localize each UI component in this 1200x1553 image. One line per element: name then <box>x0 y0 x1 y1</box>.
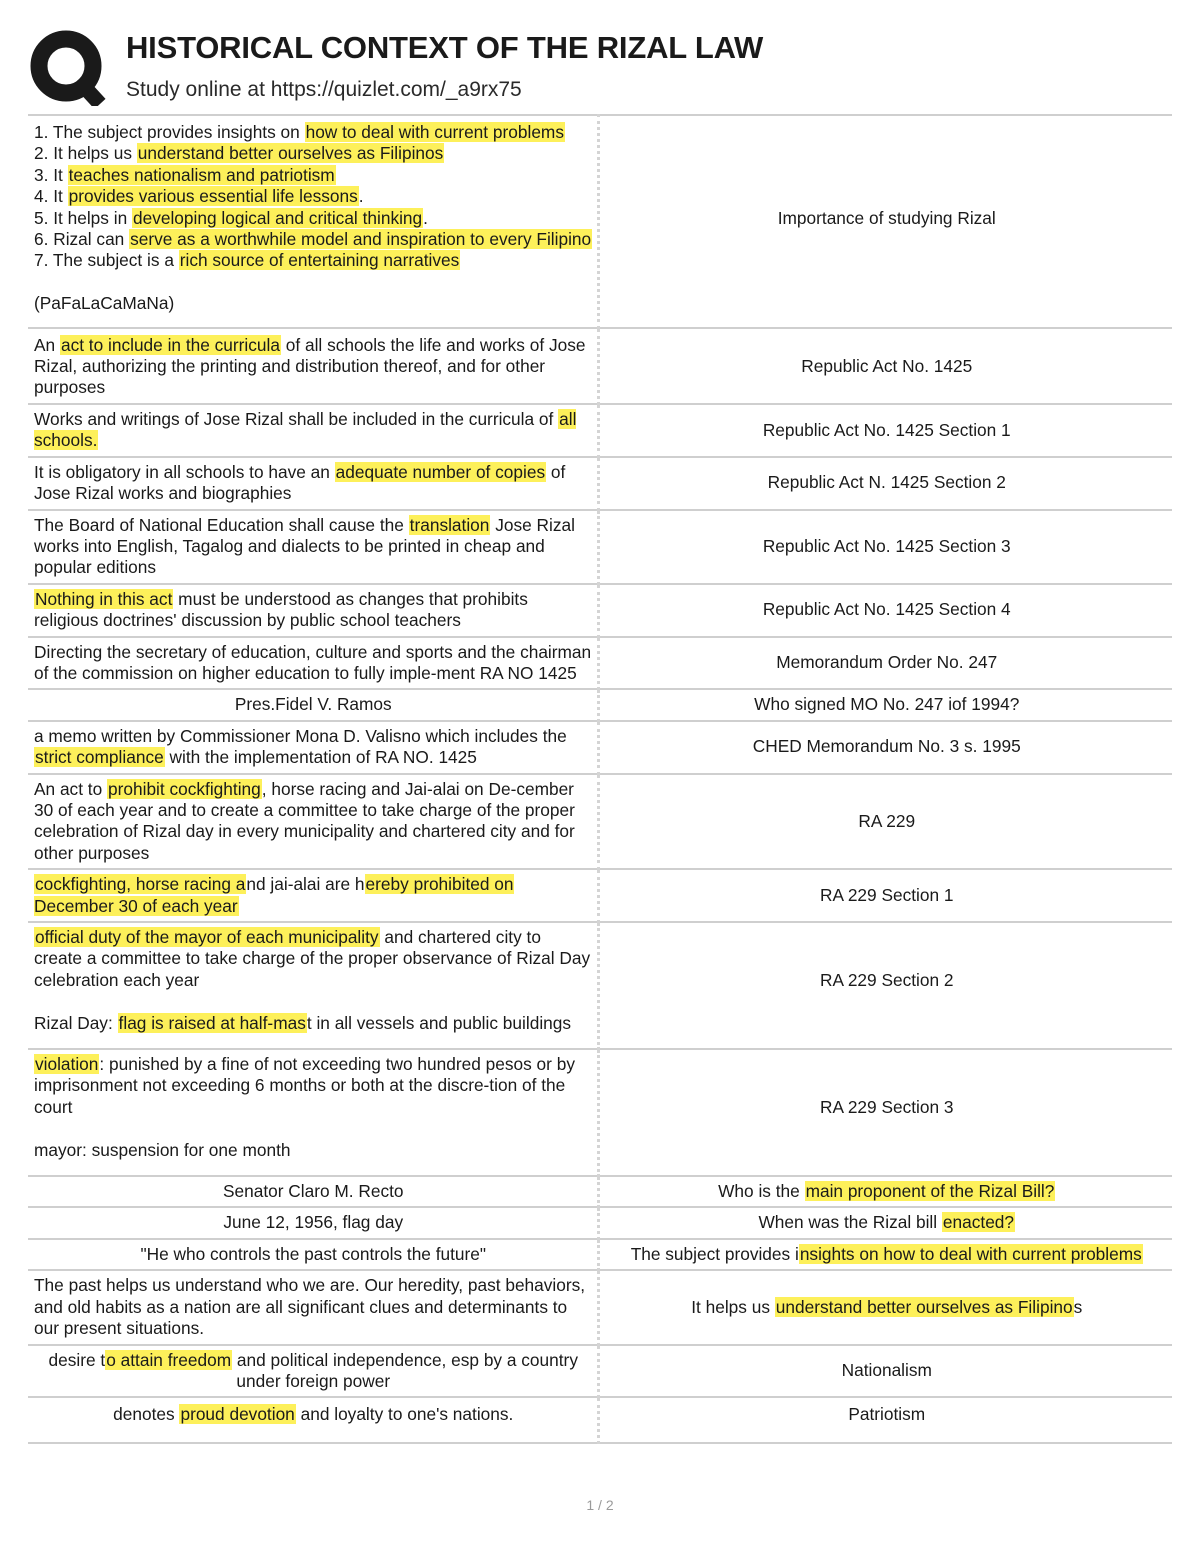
highlighted-text: enacted? <box>942 1212 1015 1233</box>
highlighted-text: ereby prohibited on December 30 of each year <box>34 874 514 916</box>
term-cell <box>28 584 598 637</box>
term-cell <box>28 510 598 584</box>
definition-cell <box>598 584 1172 637</box>
text-span: 4. It <box>34 186 68 207</box>
page-title: HISTORICAL CONTEXT OF THE RIZAL LAW <box>126 30 764 65</box>
text-line <box>34 1140 593 1161</box>
highlighted-text: understand better ourselves as Filipino <box>775 1296 1073 1317</box>
highlighted-text: Nothing in this act <box>35 588 173 609</box>
text-line <box>34 208 593 229</box>
text-line <box>34 293 593 314</box>
text-span: mayor: suspension for one month <box>34 1139 291 1160</box>
text-span: denotes <box>113 1404 180 1425</box>
text-line <box>606 885 1169 906</box>
text-line <box>34 1118 593 1139</box>
text-span: 2. It helps us <box>34 143 137 164</box>
text-span: of all schools the life and works of Jose Rizal, authorizing the printing and distribution thereof, and for other purposes <box>34 334 586 398</box>
text-span: The past helps us understand who we are. Our heredity, past behaviors, and old habits as a nation are all significant clues and determinants to our present situations. <box>34 1275 586 1339</box>
highlighted-text: adequate number of copies <box>335 461 546 482</box>
text-line <box>34 229 593 250</box>
flashcard-row <box>28 1397 1172 1442</box>
definition-cell <box>598 637 1172 690</box>
text-span: When was the Rizal bill <box>758 1212 942 1233</box>
definition-cell <box>598 922 1172 1049</box>
flashcard-row <box>28 1176 1172 1207</box>
text-line <box>34 1054 593 1118</box>
highlighted-text: all schools. <box>34 408 577 451</box>
text-span: Who is the <box>718 1181 805 1202</box>
highlighted-text: strict compliance <box>35 747 164 768</box>
study-online-link[interactable]: Study online at https://quizlet.com/_a9rx75 <box>126 78 522 101</box>
text-line <box>34 335 593 399</box>
text-span: Importance of studying Rizal <box>777 207 996 228</box>
flashcard-row <box>28 328 1172 404</box>
text-span: a memo written by Commissioner Mona D. Valisno which includes the <box>34 725 567 746</box>
text-line <box>34 779 593 865</box>
text-line <box>606 472 1169 493</box>
text-line <box>34 1404 593 1425</box>
text-span: Patriotism <box>848 1404 926 1425</box>
text-span: and loyalty to one's nations. <box>295 1404 514 1425</box>
text-span: Pres.Fidel V. Ramos <box>234 694 392 715</box>
highlighted-text: translation <box>409 514 490 535</box>
highlighted-text: how to deal with current problems <box>305 122 564 142</box>
text-span: desire t <box>48 1349 106 1370</box>
text-span: June 12, 1956, flag day <box>223 1212 404 1233</box>
definition-cell <box>598 689 1172 720</box>
text-span: Republic Act No. 1425 Section 3 <box>762 535 1011 556</box>
text-line <box>606 356 1169 377</box>
text-span: An <box>34 334 60 355</box>
text-line <box>606 1404 1169 1425</box>
text-line <box>606 1181 1169 1202</box>
text-line <box>34 1181 593 1202</box>
definition-cell <box>598 1270 1172 1344</box>
text-line <box>34 1244 593 1265</box>
flashcard-row <box>28 1207 1172 1238</box>
flashcard-row <box>28 774 1172 870</box>
text-line <box>606 1244 1169 1265</box>
highlighted-text: rich source of entertaining narratives <box>179 250 460 271</box>
text-line <box>34 694 593 715</box>
definition-cell <box>598 457 1172 510</box>
text-span: Senator Claro M. Recto <box>222 1181 404 1202</box>
term-cell <box>28 774 598 870</box>
flashcard-row <box>28 457 1172 510</box>
text-span: , horse racing and Jai-alai on De-cember 30 of each year and to create a committee to take charge of the proper celebration of Rizal day in every municipality and chartered city and for other purposes <box>34 778 575 863</box>
text-line <box>606 736 1169 757</box>
flashcard-row <box>28 510 1172 584</box>
text-line <box>34 1350 593 1393</box>
text-span: and political independence, esp by a country under foreign power <box>232 1349 578 1391</box>
text-line <box>606 970 1169 991</box>
flashcard-row <box>28 1239 1172 1270</box>
text-span: RA 229 <box>858 810 916 831</box>
term-cell <box>28 922 598 1049</box>
term-cell <box>28 457 598 510</box>
term-cell <box>28 1345 598 1398</box>
term-cell <box>28 115 598 328</box>
highlighted-text: flag is raised at half-mas <box>118 1012 306 1033</box>
definition-cell <box>598 510 1172 584</box>
flashcard-row <box>28 922 1172 1049</box>
text-span: "He who controls the past controls the future" <box>140 1243 487 1264</box>
text-span: s <box>1073 1296 1083 1317</box>
definition-cell <box>598 1239 1172 1270</box>
flashcard-row <box>28 721 1172 774</box>
text-line <box>34 515 593 579</box>
term-cell <box>28 328 598 404</box>
definition-cell <box>598 869 1172 922</box>
flashcard-row <box>28 1345 1172 1398</box>
text-span: t in all vessels and public buildings <box>306 1012 572 1033</box>
highlighted-text: teaches nationalism and patriotism <box>68 164 335 185</box>
text-span: Republic Act No. 1425 Section 4 <box>762 599 1011 620</box>
text-line <box>606 811 1169 832</box>
text-span: must be understood as changes that prohibits religious doctrines' discussion by public school teachers <box>34 588 528 631</box>
definition-cell <box>598 328 1172 404</box>
highlighted-text: prohibit cockfighting <box>108 778 261 799</box>
text-line <box>34 726 593 769</box>
term-cell <box>28 1270 598 1344</box>
text-line <box>34 462 593 505</box>
text-line <box>606 652 1169 673</box>
term-cell <box>28 721 598 774</box>
text-span: It helps us <box>691 1296 775 1317</box>
text-line <box>34 1212 593 1233</box>
highlighted-text: main proponent of the Rizal Bill? <box>805 1181 1055 1202</box>
text-line <box>34 927 593 991</box>
text-line <box>34 250 593 271</box>
page-number: 1 / 2 <box>586 1497 614 1513</box>
text-line <box>606 536 1169 557</box>
flashcard-row <box>28 689 1172 720</box>
text-span: The Board of National Education shall cause the <box>34 514 409 535</box>
text-span: Memorandum Order No. 247 <box>776 652 998 673</box>
text-line <box>34 589 593 632</box>
definition-cell <box>598 1207 1172 1238</box>
text-span: The subject provides i <box>630 1243 799 1264</box>
text-span: RA 229 Section 3 <box>819 1096 954 1117</box>
term-cell <box>28 1397 598 1442</box>
text-line <box>34 874 593 917</box>
text-span: Republic Act N. 1425 Section 2 <box>767 472 1006 493</box>
term-cell <box>28 1176 598 1207</box>
term-cell <box>28 404 598 457</box>
text-line <box>606 694 1169 715</box>
term-cell <box>28 869 598 922</box>
text-line <box>34 642 593 685</box>
text-span: RA 229 Section 2 <box>819 969 954 990</box>
text-line <box>606 1297 1169 1318</box>
text-span: of Jose Rizal works and biographies <box>34 461 566 504</box>
text-line <box>606 420 1169 441</box>
flashcard-row <box>28 404 1172 457</box>
term-cell <box>28 1207 598 1238</box>
text-span: 6. Rizal can <box>34 229 130 250</box>
highlighted-text: cockfighting, horse racing a <box>35 874 246 895</box>
text-span: with the implementation of RA NO. 1425 <box>164 747 477 768</box>
definition-cell <box>598 774 1172 870</box>
text-line <box>34 122 593 143</box>
flashcard-row <box>28 637 1172 690</box>
flashcard-row <box>28 584 1172 637</box>
highlighted-text: developing logical and critical thinking <box>132 207 423 228</box>
definition-cell <box>598 721 1172 774</box>
text-line <box>606 1097 1169 1118</box>
term-cell <box>28 1239 598 1270</box>
term-cell <box>28 637 598 690</box>
text-span: 7. The subject is a <box>34 250 179 271</box>
highlighted-text: serve as a worthwhile model and inspiration to every Filipino <box>130 229 592 250</box>
definition-cell <box>598 1176 1172 1207</box>
highlighted-text: violation <box>35 1054 99 1075</box>
text-span: . <box>423 207 428 228</box>
text-span: . <box>358 186 364 207</box>
text-line <box>606 208 1169 229</box>
text-span: 1. The subject provides insights on <box>34 122 305 142</box>
text-span: Who signed MO No. 247 iof 1994? <box>754 694 1020 715</box>
text-span: Jose Rizal works into English, Tagalog and dialects to be printed in cheap and popular editions <box>34 514 575 578</box>
definition-cell <box>598 115 1172 328</box>
text-span: (PaFaLaCaMaNa) <box>34 293 175 314</box>
text-line <box>34 186 593 207</box>
text-span: Nationalism <box>841 1360 932 1381</box>
text-line <box>606 1360 1169 1381</box>
text-line <box>34 165 593 186</box>
term-cell <box>28 1049 598 1176</box>
text-span: It is obligatory in all schools to have an <box>34 461 335 482</box>
definition-cell <box>598 1397 1172 1442</box>
quizlet-logo-icon <box>30 28 106 106</box>
text-span: Republic Act No. 1425 <box>801 356 973 377</box>
highlighted-text: official duty of the mayor of each municipality <box>35 927 379 947</box>
term-cell <box>28 689 598 720</box>
flashcard-row <box>28 869 1172 922</box>
text-line <box>606 1212 1169 1233</box>
text-span: 3. It <box>34 164 68 185</box>
text-span: Rizal Day: <box>34 1012 118 1033</box>
text-span: : punished by a fine of not exceeding two hundred pesos or by imprisonment not exceeding 6 months or both at the discre-tion of the court <box>34 1054 575 1117</box>
flashcard-row <box>28 1049 1172 1176</box>
definition-cell <box>598 1345 1172 1398</box>
text-span: An act to <box>34 778 108 799</box>
highlighted-text: understand better ourselves as Filipinos <box>137 143 444 164</box>
text-span: Works and writings of Jose Rizal shall be included in the curricula of <box>34 408 559 429</box>
definition-cell <box>598 404 1172 457</box>
definition-cell <box>598 1049 1172 1176</box>
text-span: Republic Act No. 1425 Section 1 <box>762 419 1011 440</box>
text-line <box>606 599 1169 620</box>
text-line <box>34 272 593 293</box>
highlighted-text: provides various essential life lessons <box>68 186 358 207</box>
text-line <box>34 409 593 452</box>
text-line <box>34 1013 593 1034</box>
text-span: 5. It helps in <box>34 207 132 228</box>
text-span: nd jai-alai are h <box>246 874 365 895</box>
text-span: Directing the secretary of education, culture and sports and the chairman of the commission on higher education to fully imple-ment RA NO 1425 <box>34 641 592 683</box>
text-span: RA 229 Section 1 <box>819 884 954 905</box>
text-span: and chartered city to create a committee to take charge of the proper observance of Rizal Day celebration each year <box>34 927 591 990</box>
flashcard-row <box>28 1270 1172 1344</box>
text-line <box>34 1275 593 1339</box>
highlighted-text: act to include in the curricula <box>60 334 280 355</box>
text-line <box>34 991 593 1012</box>
text-span: CHED Memorandum No. 3 s. 1995 <box>752 736 1021 757</box>
text-line <box>34 143 593 164</box>
highlighted-text: o attain freedom <box>106 1349 232 1370</box>
flashcard-table <box>28 114 1172 1444</box>
flashcard-row <box>28 115 1172 328</box>
highlighted-text: proud devotion <box>180 1404 295 1425</box>
highlighted-text: nsights on how to deal with current problems <box>799 1243 1142 1264</box>
